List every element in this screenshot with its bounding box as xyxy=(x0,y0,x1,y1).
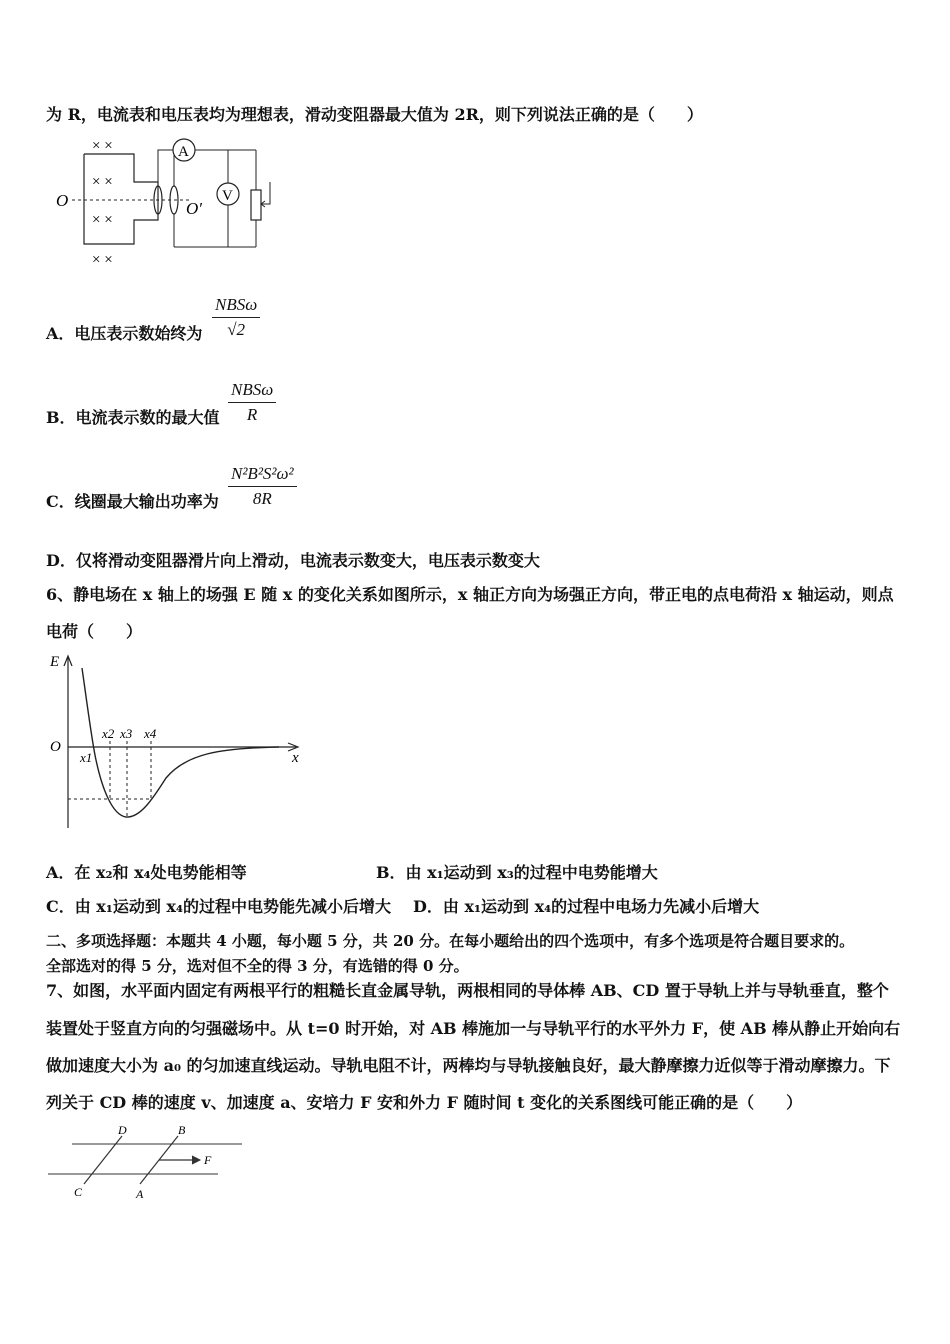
q6-field-curve xyxy=(82,668,279,817)
q7-stem-line-1: 7、如图，水平面内固定有两根平行的粗糙长直金属导轨，两根相同的导体棒 AB、CD 置于导轨上并与导轨垂直，整个 xyxy=(46,981,889,1000)
q5-label-o: O xyxy=(56,191,69,210)
q5-field-cross-3: × × xyxy=(92,212,113,228)
q5-rheostat xyxy=(251,190,261,220)
q5-voltmeter-label: V xyxy=(222,188,233,204)
q5-option-a-label: A．电压表示数始终为 xyxy=(46,324,203,343)
q7-stem-line-3: 做加速度大小为 a₀ 的匀加速直线运动。导轨电阻不计，两棒均与导轨接触良好，最大静摩擦力近似等于滑动摩擦力。下 xyxy=(46,1056,891,1075)
q5-option-b-numerator: NBSω xyxy=(228,380,276,403)
q6-option-d: D．由 x₁运动到 x₄的过程中电场力先减小后增大 xyxy=(413,897,760,916)
q7-label-c: C xyxy=(74,1185,83,1199)
q6-stem-line-1: 6、静电场在 x 轴上的场强 E 随 x 的变化关系如图所示，x 轴正方向为场强正方向，带正电的点电荷沿 x 轴运动，则点 xyxy=(46,585,894,604)
q5-field-cross-4: × × xyxy=(92,252,113,268)
q5-circuit-meters xyxy=(50,132,290,272)
section2-instructions-line-2: 全部选对的得 5 分，选对但不全的得 3 分，有选错的得 0 分。 xyxy=(46,957,469,975)
q5-option-c-denominator: 8R xyxy=(252,489,272,508)
q5-option-c-label: C．线圈最大输出功率为 xyxy=(46,492,219,511)
q5-option-b-label: B．电流表示数的最大值 xyxy=(46,408,220,427)
q5-option-a-fraction xyxy=(212,295,260,340)
q5-ammeter-label: A xyxy=(178,144,189,160)
q7-stem-line-2: 装置处于竖直方向的匀强磁场中。从 t=0 时开始，对 AB 棒施加一与导轨平行的水平外力 F，使 AB 棒从静止开始向右 xyxy=(46,1019,901,1038)
q7-stem-line-4: 列关于 CD 棒的速度 v、加速度 a、安培力 F 安和外力 F 随时间 t 变化的关系图线可能正确的是（ ） xyxy=(46,1093,803,1112)
q7-label-b: B xyxy=(178,1123,186,1137)
q5-field-cross-2: × × xyxy=(92,174,113,190)
q6-origin-label: O xyxy=(50,739,61,755)
q5-option-c-fraction xyxy=(228,464,297,509)
q5-option-b-denominator: R xyxy=(246,405,258,424)
q6-label-x4: x4 xyxy=(144,726,157,741)
q6-label-x1: x1 xyxy=(80,750,93,765)
q5-option-d: D．仅将滑动变阻器滑片向上滑动，电流表示数变大，电压表示数变大 xyxy=(46,551,540,570)
q7-label-a: A xyxy=(136,1187,144,1201)
q6-label-x2: x2 xyxy=(102,726,115,741)
q6-option-c: C．由 x₁运动到 x₄的过程中电势能先减小后增大 xyxy=(46,897,391,916)
q6-stem-line-2: 电荷（ ） xyxy=(46,622,143,641)
q5-stem: 为 R，电流表和电压表均为理想表，滑动变阻器最大值为 2R，则下列说法正确的是（ ） xyxy=(46,105,703,124)
q6-x-label: x xyxy=(292,750,299,766)
section2-instructions-line-1: 二、多项选择题：本题共 4 小题，每小题 5 分，共 20 分。在每小题给出的四个选项中，有多个选项是符合题目要求的。 xyxy=(46,932,855,950)
q5-option-c-numerator: N²B²S²ω² xyxy=(228,464,297,487)
q7-rails-figure xyxy=(44,1122,254,1207)
q7-label-f: F xyxy=(204,1153,212,1167)
q5-option-a-denominator: √2 xyxy=(227,320,246,339)
q6-e-x-graph xyxy=(44,650,314,835)
q6-option-a: A．在 x₂和 x₄处电势能相等 xyxy=(46,863,247,882)
q5-label-o-prime: O′ xyxy=(186,199,202,218)
q6-option-b: B．由 x₁运动到 x₃的过程中电势能增大 xyxy=(376,863,658,882)
q7-label-d: D xyxy=(118,1123,127,1137)
q5-option-a-numerator: NBSω xyxy=(212,295,260,318)
q6-y-label: E xyxy=(50,654,60,670)
q7-rod-cd xyxy=(84,1136,122,1184)
q5-field-cross-1: × × xyxy=(92,138,113,154)
q5-option-b-fraction xyxy=(228,380,276,425)
q6-label-x3: x3 xyxy=(120,726,133,741)
